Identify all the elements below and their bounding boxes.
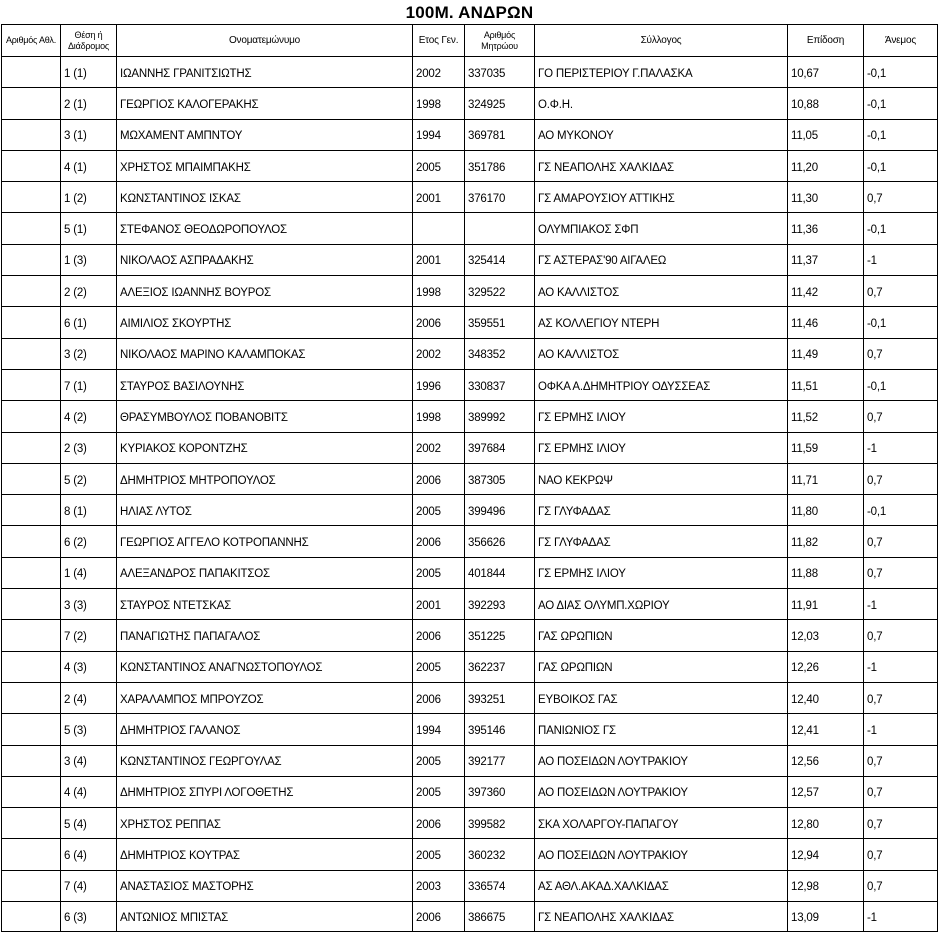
cell-wind[interactable]: -0,1 — [864, 150, 938, 181]
cell-club[interactable]: ΣΚΑ ΧΟΛΑΡΓΟΥ-ΠΑΠΑΓΟΥ — [535, 808, 788, 839]
cell-birth-year[interactable]: 2005 — [413, 839, 465, 870]
cell-athlete-no[interactable] — [2, 620, 61, 651]
cell-athlete-no[interactable] — [2, 401, 61, 432]
header-birth-year[interactable]: Ετος Γεν. — [413, 25, 465, 57]
cell-athlete-no[interactable] — [2, 432, 61, 463]
cell-wind[interactable]: 0,7 — [864, 776, 938, 807]
table-row — [2, 557, 938, 588]
cell-club[interactable]: ΓΣ ΑΜΑΡΟΥΣΙΟΥ ΑΤΤΙΚΗΣ — [535, 182, 788, 213]
cell-place-heat[interactable]: 1 (4) — [61, 557, 117, 588]
cell-athlete-no[interactable] — [2, 213, 61, 244]
table-row — [2, 88, 938, 119]
cell-club[interactable]: ΑΟ ΔΙΑΣ ΟΛΥΜΠ.ΧΩΡΙΟΥ — [535, 589, 788, 620]
cell-performance[interactable]: 11,51 — [788, 369, 864, 400]
cell-performance[interactable]: 11,82 — [788, 526, 864, 557]
cell-athlete-no[interactable] — [2, 463, 61, 494]
cell-performance[interactable]: 13,09 — [788, 902, 864, 932]
cell-performance[interactable]: 11,88 — [788, 557, 864, 588]
cell-name[interactable]: ΚΩΝΣΤΑΝΤΙΝΟΣ ΙΣΚΑΣ — [117, 182, 413, 213]
cell-club[interactable]: ΑΟ ΠΟΣΕΙΔΩΝ ΛΟΥΤΡΑΚΙΟΥ — [535, 839, 788, 870]
cell-name[interactable]: ΓΕΩΡΓΙΟΣ ΚΑΛΟΓΕΡΑΚΗΣ — [117, 88, 413, 119]
cell-registry-no[interactable]: 325414 — [465, 244, 535, 275]
table-row — [2, 182, 938, 213]
cell-club[interactable]: ΓΑΣ ΩΡΩΠΙΩΝ — [535, 651, 788, 682]
cell-wind[interactable]: 0,7 — [864, 338, 938, 369]
cell-registry-no[interactable]: 324925 — [465, 88, 535, 119]
cell-place-heat[interactable]: 3 (4) — [61, 745, 117, 776]
table-row — [2, 745, 938, 776]
cell-registry-no[interactable]: 395146 — [465, 714, 535, 745]
cell-club[interactable]: ΓΣ ΕΡΜΗΣ ΙΛΙΟΥ — [535, 432, 788, 463]
cell-registry-no[interactable]: 399496 — [465, 495, 535, 526]
header-place-heat[interactable]: Θέση ή Διάδρομος — [61, 25, 117, 57]
cell-performance[interactable]: 11,80 — [788, 495, 864, 526]
cell-wind[interactable]: 0,7 — [864, 682, 938, 713]
cell-registry-no[interactable]: 336574 — [465, 870, 535, 901]
cell-club[interactable]: ΓΣ ΝΕΑΠΟΛΗΣ ΧΑΛΚΙΔΑΣ — [535, 150, 788, 181]
cell-registry-no[interactable]: 369781 — [465, 119, 535, 150]
cell-name[interactable]: ΝΙΚΟΛΑΟΣ ΜΑΡΙΝΟ ΚΑΛΑΜΠΟΚΑΣ — [117, 338, 413, 369]
cell-athlete-no[interactable] — [2, 651, 61, 682]
cell-name[interactable]: ΣΤΑΥΡΟΣ ΒΑΣΙΛΟΥΝΗΣ — [117, 369, 413, 400]
cell-performance[interactable]: 11,59 — [788, 432, 864, 463]
cell-birth-year[interactable]: 2005 — [413, 745, 465, 776]
cell-birth-year[interactable]: 1998 — [413, 401, 465, 432]
cell-place-heat[interactable]: 6 (4) — [61, 839, 117, 870]
header-registry-no[interactable]: Αριθμός Μητρώου — [465, 25, 535, 57]
table-row — [2, 589, 938, 620]
cell-birth-year[interactable]: 2003 — [413, 870, 465, 901]
cell-performance[interactable]: 11,91 — [788, 589, 864, 620]
cell-athlete-no[interactable] — [2, 119, 61, 150]
cell-name[interactable]: ΜΩΧΑΜΕΝΤ ΑΜΠΝΤΟΥ — [117, 119, 413, 150]
results-table — [1, 24, 938, 932]
cell-athlete-no[interactable] — [2, 150, 61, 181]
cell-birth-year[interactable]: 1994 — [413, 714, 465, 745]
cell-wind[interactable]: 0,7 — [864, 745, 938, 776]
cell-wind[interactable]: -1 — [864, 902, 938, 932]
cell-name[interactable]: ΔΗΜΗΤΡΙΟΣ ΣΠΥΡΙ ΛΟΓΟΘΕΤΗΣ — [117, 776, 413, 807]
cell-birth-year[interactable]: 2001 — [413, 244, 465, 275]
cell-club[interactable]: ΠΑΝΙΩΝΙΟΣ ΓΣ — [535, 714, 788, 745]
cell-birth-year[interactable]: 1998 — [413, 88, 465, 119]
table-row — [2, 902, 938, 932]
table-row — [2, 870, 938, 901]
cell-place-heat[interactable]: 4 (1) — [61, 150, 117, 181]
cell-wind[interactable]: 0,7 — [864, 808, 938, 839]
cell-name[interactable]: ΔΗΜΗΤΡΙΟΣ ΜΗΤΡΟΠΟΥΛΟΣ — [117, 463, 413, 494]
cell-place-heat[interactable]: 1 (2) — [61, 182, 117, 213]
cell-athlete-no[interactable] — [2, 276, 61, 307]
cell-registry-no[interactable]: 351225 — [465, 620, 535, 651]
cell-athlete-no[interactable] — [2, 244, 61, 275]
header-athlete-no[interactable]: Αριθμός Αθλ. — [2, 25, 61, 57]
table-row — [2, 526, 938, 557]
cell-athlete-no[interactable] — [2, 902, 61, 932]
table-row — [2, 714, 938, 745]
cell-registry-no[interactable]: 348352 — [465, 338, 535, 369]
cell-name[interactable]: ΧΑΡΑΛΑΜΠΟΣ ΜΠΡΟΥΖΟΣ — [117, 682, 413, 713]
cell-birth-year[interactable]: 2006 — [413, 526, 465, 557]
cell-birth-year[interactable]: 2006 — [413, 463, 465, 494]
cell-performance[interactable]: 11,71 — [788, 463, 864, 494]
table-row — [2, 213, 938, 244]
cell-registry-no[interactable]: 399582 — [465, 808, 535, 839]
cell-performance[interactable]: 12,26 — [788, 651, 864, 682]
cell-registry-no[interactable]: 376170 — [465, 182, 535, 213]
cell-performance[interactable]: 11,36 — [788, 213, 864, 244]
cell-athlete-no[interactable] — [2, 557, 61, 588]
cell-club[interactable]: ΓΑΣ ΩΡΩΠΙΩΝ — [535, 620, 788, 651]
cell-athlete-no[interactable] — [2, 338, 61, 369]
cell-performance[interactable]: 12,41 — [788, 714, 864, 745]
cell-club[interactable]: ΓΣ ΓΛΥΦΑΔΑΣ — [535, 526, 788, 557]
cell-birth-year[interactable]: 2002 — [413, 57, 465, 88]
cell-place-heat[interactable]: 4 (2) — [61, 401, 117, 432]
cell-club[interactable]: ΓΣ ΕΡΜΗΣ ΙΛΙΟΥ — [535, 401, 788, 432]
cell-birth-year[interactable]: 2005 — [413, 495, 465, 526]
header-name[interactable]: Ονοματεμώνυμο — [117, 25, 413, 57]
cell-place-heat[interactable]: 6 (3) — [61, 902, 117, 932]
cell-wind[interactable]: -1 — [864, 651, 938, 682]
cell-registry-no[interactable]: 359551 — [465, 307, 535, 338]
cell-club[interactable]: ΓΟ ΠΕΡΙΣΤΕΡΙΟΥ Γ.ΠΑΛΑΣΚΑ — [535, 57, 788, 88]
cell-club[interactable]: ΓΣ ΕΡΜΗΣ ΙΛΙΟΥ — [535, 557, 788, 588]
cell-registry-no[interactable]: 337035 — [465, 57, 535, 88]
cell-wind[interactable]: -1 — [864, 244, 938, 275]
cell-athlete-no[interactable] — [2, 307, 61, 338]
cell-club[interactable]: ΑΟ ΚΑΛΛΙΣΤΟΣ — [535, 338, 788, 369]
cell-athlete-no[interactable] — [2, 776, 61, 807]
cell-wind[interactable]: 0,7 — [864, 463, 938, 494]
cell-registry-no[interactable]: 397360 — [465, 776, 535, 807]
cell-performance[interactable]: 12,98 — [788, 870, 864, 901]
cell-registry-no[interactable]: 387305 — [465, 463, 535, 494]
cell-club[interactable]: ΓΣ ΑΣΤΕΡΑΣ'90 ΑΙΓΑΛΕΩ — [535, 244, 788, 275]
cell-place-heat[interactable]: 2 (3) — [61, 432, 117, 463]
cell-wind[interactable]: -0,1 — [864, 213, 938, 244]
cell-birth-year[interactable]: 2006 — [413, 307, 465, 338]
cell-athlete-no[interactable] — [2, 526, 61, 557]
cell-place-heat[interactable]: 2 (2) — [61, 276, 117, 307]
cell-name[interactable]: ΘΡΑΣΥΜΒΟΥΛΟΣ ΠΟΒΑΝΟΒΙΤΣ — [117, 401, 413, 432]
cell-birth-year[interactable]: 2006 — [413, 902, 465, 932]
cell-name[interactable]: ΚΩΝΣΤΑΝΤΙΝΟΣ ΓΕΩΡΓΟΥΛΑΣ — [117, 745, 413, 776]
cell-wind[interactable]: 0,7 — [864, 620, 938, 651]
header-club[interactable]: Σύλλογος — [535, 25, 788, 57]
cell-name[interactable]: ΝΙΚΟΛΑΟΣ ΑΣΠΡΑΔΑΚΗΣ — [117, 244, 413, 275]
cell-place-heat[interactable]: 1 (1) — [61, 57, 117, 88]
cell-place-heat[interactable]: 7 (2) — [61, 620, 117, 651]
cell-birth-year[interactable]: 2001 — [413, 589, 465, 620]
cell-registry-no[interactable]: 389992 — [465, 401, 535, 432]
cell-wind[interactable]: 0,7 — [864, 182, 938, 213]
cell-registry-no[interactable]: 360232 — [465, 839, 535, 870]
table-row — [2, 839, 938, 870]
cell-club[interactable]: ΑΟ ΠΟΣΕΙΔΩΝ ΛΟΥΤΡΑΚΙΟΥ — [535, 745, 788, 776]
cell-name[interactable]: ΑΙΜΙΛΙΟΣ ΣΚΟΥΡΤΗΣ — [117, 307, 413, 338]
table-row — [2, 57, 938, 88]
cell-birth-year[interactable]: 2005 — [413, 651, 465, 682]
cell-performance[interactable]: 12,57 — [788, 776, 864, 807]
cell-place-heat[interactable]: 2 (1) — [61, 88, 117, 119]
cell-club[interactable]: ΑΟ ΠΟΣΕΙΔΩΝ ΛΟΥΤΡΑΚΙΟΥ — [535, 776, 788, 807]
cell-athlete-no[interactable] — [2, 57, 61, 88]
cell-birth-year[interactable]: 2002 — [413, 338, 465, 369]
table-row — [2, 808, 938, 839]
cell-place-heat[interactable]: 5 (4) — [61, 808, 117, 839]
cell-birth-year[interactable] — [413, 213, 465, 244]
cell-wind[interactable]: -0,1 — [864, 369, 938, 400]
cell-birth-year[interactable]: 1998 — [413, 276, 465, 307]
cell-place-heat[interactable]: 6 (2) — [61, 526, 117, 557]
cell-athlete-no[interactable] — [2, 182, 61, 213]
table-row — [2, 369, 938, 400]
cell-wind[interactable]: 0,7 — [864, 526, 938, 557]
cell-club[interactable]: Ο.Φ.Η. — [535, 88, 788, 119]
cell-performance[interactable]: 11,49 — [788, 338, 864, 369]
cell-performance[interactable]: 10,67 — [788, 57, 864, 88]
cell-wind[interactable]: -1 — [864, 714, 938, 745]
cell-place-heat[interactable]: 6 (1) — [61, 307, 117, 338]
cell-place-heat[interactable]: 7 (4) — [61, 870, 117, 901]
cell-performance[interactable]: 12,40 — [788, 682, 864, 713]
cell-performance[interactable]: 11,46 — [788, 307, 864, 338]
cell-name[interactable]: ΑΝΤΩΝΙΟΣ ΜΠΙΣΤΑΣ — [117, 902, 413, 932]
table-row — [2, 682, 938, 713]
cell-registry-no[interactable]: 392177 — [465, 745, 535, 776]
cell-registry-no[interactable]: 393251 — [465, 682, 535, 713]
cell-name[interactable]: ΚΥΡΙΑΚΟΣ ΚΟΡΟΝΤΖΗΣ — [117, 432, 413, 463]
cell-club[interactable]: ΓΣ ΝΕΑΠΟΛΗΣ ΧΑΛΚΙΔΑΣ — [535, 902, 788, 932]
cell-birth-year[interactable]: 1996 — [413, 369, 465, 400]
cell-birth-year[interactable]: 2006 — [413, 808, 465, 839]
cell-performance[interactable]: 12,56 — [788, 745, 864, 776]
cell-registry-no[interactable]: 362237 — [465, 651, 535, 682]
page-title: 100Μ. ΑΝΔΡΩΝ — [405, 3, 534, 22]
cell-place-heat[interactable]: 4 (3) — [61, 651, 117, 682]
table-row — [2, 463, 938, 494]
cell-place-heat[interactable]: 5 (2) — [61, 463, 117, 494]
cell-registry-no[interactable]: 351786 — [465, 150, 535, 181]
cell-athlete-no[interactable] — [2, 745, 61, 776]
table-row — [2, 401, 938, 432]
cell-name[interactable]: ΑΝΑΣΤΑΣΙΟΣ ΜΑΣΤΟΡΗΣ — [117, 870, 413, 901]
cell-athlete-no[interactable] — [2, 870, 61, 901]
cell-performance[interactable]: 11,20 — [788, 150, 864, 181]
cell-name[interactable]: ΗΛΙΑΣ ΛΥΤΟΣ — [117, 495, 413, 526]
cell-club[interactable]: ΓΣ ΓΛΥΦΑΔΑΣ — [535, 495, 788, 526]
cell-name[interactable]: ΓΕΩΡΓΙΟΣ ΑΓΓΕΛΟ ΚΟΤΡΟΠΑΝΝΗΣ — [117, 526, 413, 557]
cell-wind[interactable]: -0,1 — [864, 495, 938, 526]
cell-birth-year[interactable]: 2005 — [413, 776, 465, 807]
cell-athlete-no[interactable] — [2, 88, 61, 119]
cell-club[interactable]: ΑΣ ΚΟΛΛΕΓΙΟΥ ΝΤΕΡΗ — [535, 307, 788, 338]
cell-name[interactable]: ΣΤΕΦΑΝΟΣ ΘΕΟΔΩΡΟΠΟΥΛΟΣ — [117, 213, 413, 244]
cell-performance[interactable]: 12,03 — [788, 620, 864, 651]
cell-place-heat[interactable]: 8 (1) — [61, 495, 117, 526]
table-row — [2, 244, 938, 275]
header-wind[interactable]: Άνεμος — [864, 25, 938, 57]
cell-name[interactable]: ΣΤΑΥΡΟΣ ΝΤΕΤΣΚΑΣ — [117, 589, 413, 620]
cell-wind[interactable]: 0,7 — [864, 276, 938, 307]
cell-performance[interactable]: 11,52 — [788, 401, 864, 432]
cell-birth-year[interactable]: 2001 — [413, 182, 465, 213]
cell-place-heat[interactable]: 3 (3) — [61, 589, 117, 620]
cell-registry-no[interactable]: 356626 — [465, 526, 535, 557]
header-row — [2, 25, 938, 57]
cell-performance[interactable]: 12,80 — [788, 808, 864, 839]
cell-club[interactable]: ΟΛΥΜΠΙΑΚΟΣ ΣΦΠ — [535, 213, 788, 244]
cell-name[interactable]: ΔΗΜΗΤΡΙΟΣ ΓΑΛΑΝΟΣ — [117, 714, 413, 745]
cell-club[interactable]: ΑΣ ΑΘΛ.ΑΚΑΔ.ΧΑΛΚΙΔΑΣ — [535, 870, 788, 901]
cell-athlete-no[interactable] — [2, 714, 61, 745]
cell-wind[interactable]: 0,7 — [864, 870, 938, 901]
cell-registry-no[interactable] — [465, 213, 535, 244]
cell-performance[interactable]: 10,88 — [788, 88, 864, 119]
cell-athlete-no[interactable] — [2, 369, 61, 400]
cell-place-heat[interactable]: 5 (3) — [61, 714, 117, 745]
cell-birth-year[interactable]: 1994 — [413, 119, 465, 150]
cell-registry-no[interactable]: 392293 — [465, 589, 535, 620]
cell-athlete-no[interactable] — [2, 589, 61, 620]
cell-club[interactable]: ΟΦΚΑ Α.ΔΗΜΗΤΡΙΟΥ ΟΔΥΣΣΕΑΣ — [535, 369, 788, 400]
cell-athlete-no[interactable] — [2, 682, 61, 713]
cell-place-heat[interactable]: 2 (4) — [61, 682, 117, 713]
table-row — [2, 776, 938, 807]
cell-name[interactable]: ΧΡΗΣΤΟΣ ΜΠΑΙΜΠΑΚΗΣ — [117, 150, 413, 181]
cell-name[interactable]: ΙΩΑΝΝΗΣ ΓΡΑΝΙΤΣΙΩΤΗΣ — [117, 57, 413, 88]
cell-place-heat[interactable]: 7 (1) — [61, 369, 117, 400]
cell-performance[interactable]: 11,30 — [788, 182, 864, 213]
cell-wind[interactable]: 0,7 — [864, 557, 938, 588]
cell-place-heat[interactable]: 4 (4) — [61, 776, 117, 807]
cell-athlete-no[interactable] — [2, 839, 61, 870]
table-row — [2, 119, 938, 150]
table-row — [2, 150, 938, 181]
cell-name[interactable]: ΔΗΜΗΤΡΙΟΣ ΚΟΥΤΡΑΣ — [117, 839, 413, 870]
cell-athlete-no[interactable] — [2, 808, 61, 839]
cell-registry-no[interactable]: 329522 — [465, 276, 535, 307]
header-performance[interactable]: Επίδοση — [788, 25, 864, 57]
cell-name[interactable]: ΑΛΕΞΙΟΣ ΙΩΑΝΝΗΣ ΒΟΥΡΟΣ — [117, 276, 413, 307]
cell-performance[interactable]: 12,94 — [788, 839, 864, 870]
table-row — [2, 276, 938, 307]
cell-birth-year[interactable]: 2002 — [413, 432, 465, 463]
table-row — [2, 495, 938, 526]
table-row — [2, 651, 938, 682]
table-row — [2, 307, 938, 338]
cell-place-heat[interactable]: 3 (2) — [61, 338, 117, 369]
cell-birth-year[interactable]: 2006 — [413, 682, 465, 713]
cell-registry-no[interactable]: 386675 — [465, 902, 535, 932]
cell-registry-no[interactable]: 397684 — [465, 432, 535, 463]
cell-name[interactable]: ΑΛΕΞΑΝΔΡΟΣ ΠΑΠΑΚΙΤΣΟΣ — [117, 557, 413, 588]
cell-birth-year[interactable]: 2006 — [413, 620, 465, 651]
cell-wind[interactable]: -0,1 — [864, 307, 938, 338]
cell-place-heat[interactable]: 5 (1) — [61, 213, 117, 244]
cell-wind[interactable]: 0,7 — [864, 401, 938, 432]
cell-performance[interactable]: 11,05 — [788, 119, 864, 150]
cell-club[interactable]: ΝΑΟ ΚΕΚΡΩΨ — [535, 463, 788, 494]
cell-wind[interactable]: -0,1 — [864, 88, 938, 119]
table-row — [2, 338, 938, 369]
table-row — [2, 620, 938, 651]
cell-name[interactable]: ΚΩΝΣΤΑΝΤΙΝΟΣ ΑΝΑΓΝΩΣΤΟΠΟΥΛΟΣ — [117, 651, 413, 682]
cell-registry-no[interactable]: 401844 — [465, 557, 535, 588]
cell-name[interactable]: ΧΡΗΣΤΟΣ ΡΕΠΠΑΣ — [117, 808, 413, 839]
cell-club[interactable]: ΑΟ ΚΑΛΛΙΣΤΟΣ — [535, 276, 788, 307]
cell-wind[interactable]: 0,7 — [864, 839, 938, 870]
cell-athlete-no[interactable] — [2, 495, 61, 526]
cell-wind[interactable]: -1 — [864, 432, 938, 463]
cell-name[interactable]: ΠΑΝΑΓΙΩΤΗΣ ΠΑΠΑΓΑΛΟΣ — [117, 620, 413, 651]
cell-registry-no[interactable]: 330837 — [465, 369, 535, 400]
cell-wind[interactable]: -0,1 — [864, 57, 938, 88]
table-row — [2, 432, 938, 463]
cell-wind[interactable]: -1 — [864, 589, 938, 620]
cell-wind[interactable]: -0,1 — [864, 119, 938, 150]
cell-performance[interactable]: 11,42 — [788, 276, 864, 307]
cell-club[interactable]: ΕΥΒΟΙΚΟΣ ΓΑΣ — [535, 682, 788, 713]
cell-birth-year[interactable]: 2005 — [413, 557, 465, 588]
cell-place-heat[interactable]: 1 (3) — [61, 244, 117, 275]
cell-birth-year[interactable]: 2005 — [413, 150, 465, 181]
cell-performance[interactable]: 11,37 — [788, 244, 864, 275]
cell-place-heat[interactable]: 3 (1) — [61, 119, 117, 150]
cell-club[interactable]: ΑΟ ΜΥΚΟΝΟΥ — [535, 119, 788, 150]
